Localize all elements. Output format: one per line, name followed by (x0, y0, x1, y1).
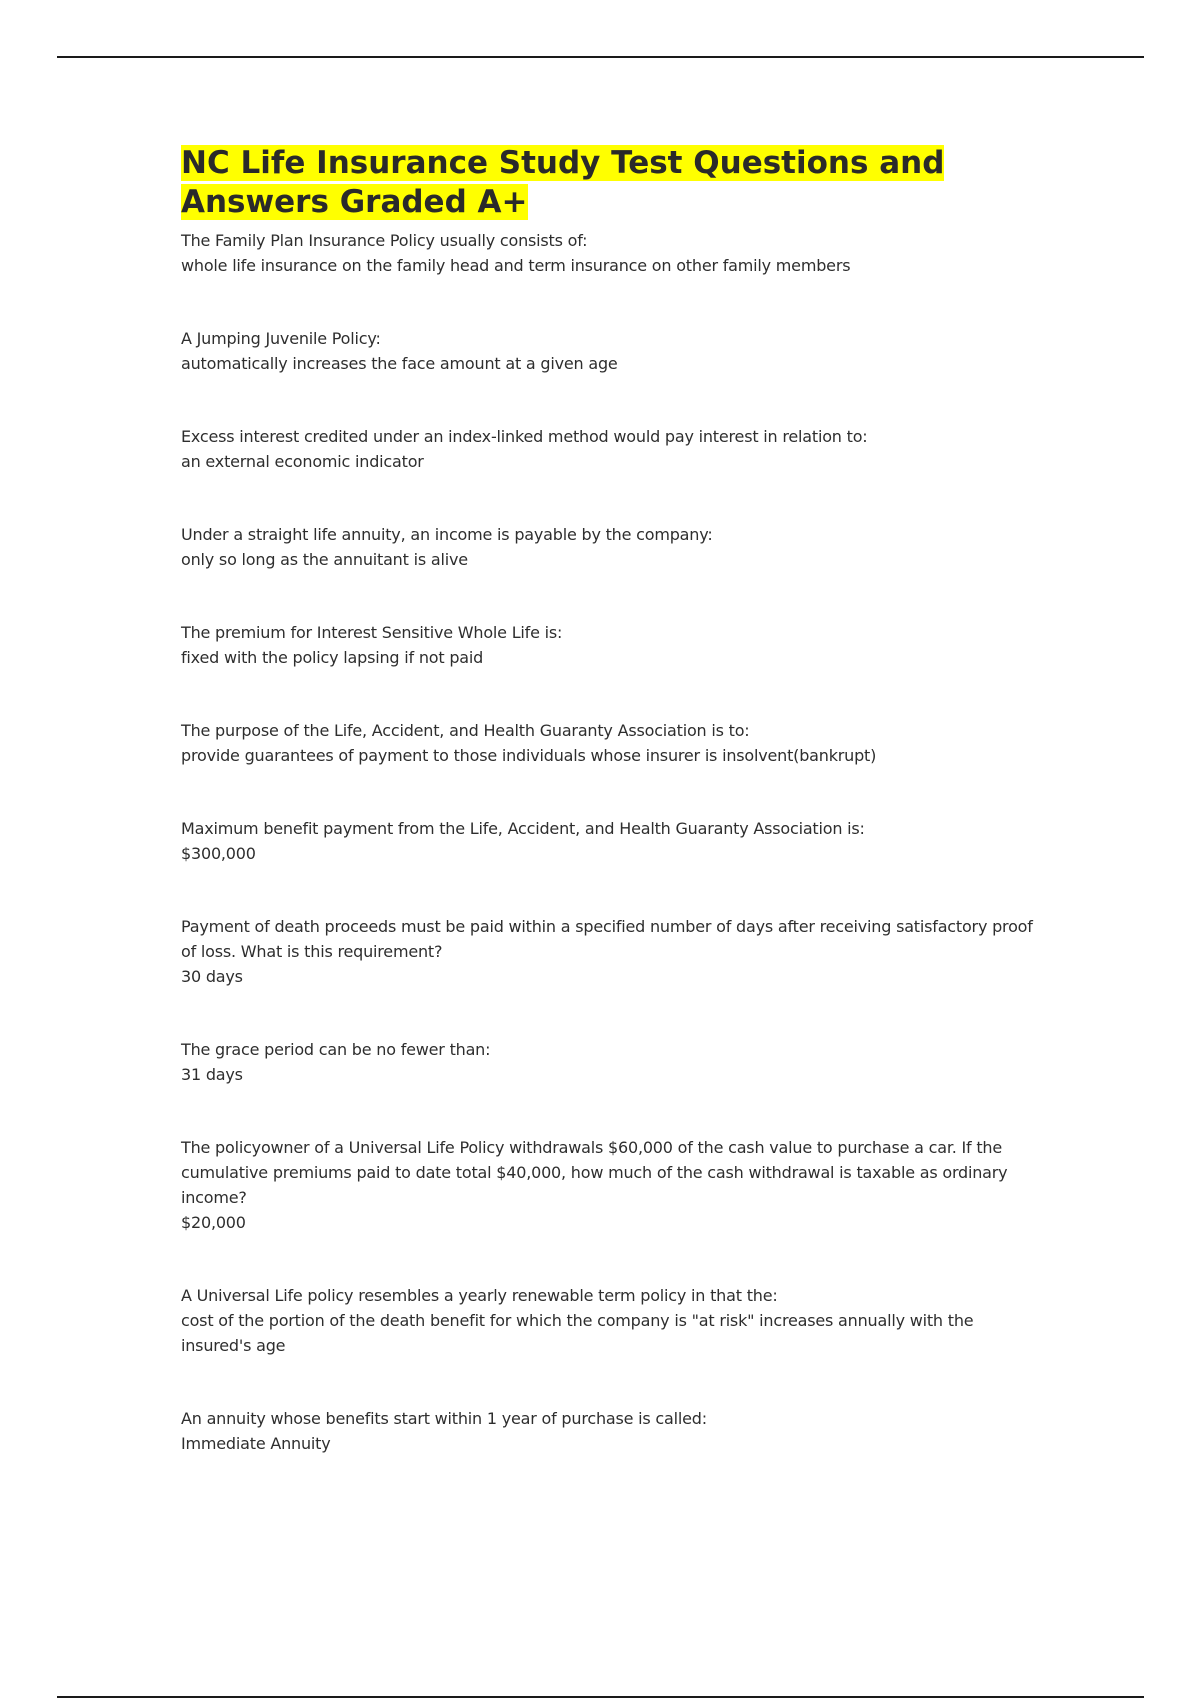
question-text: An annuity whose benefits start within 1 year of purchase is called: (181, 1409, 707, 1428)
qa-item (181, 1283, 1041, 1358)
answer-text: an external economic indicator (181, 452, 424, 471)
answer-text: Immediate Annuity (181, 1434, 331, 1453)
qa-item (181, 424, 1041, 474)
bottom-rule (57, 1696, 1144, 1698)
qa-item (181, 522, 1041, 572)
question-text: Excess interest credited under an index-linked method would pay interest in relation to: (181, 427, 868, 446)
qa-item (181, 1406, 1041, 1456)
question-text: The grace period can be no fewer than: (181, 1040, 491, 1059)
qa-item (181, 1135, 1041, 1235)
question-text: The policyowner of a Universal Life Policy withdrawals $60,000 of the cash value to purchase a car. If the cumulative premiums paid to date total $40,000, how much of the cash withdrawal is taxable as ordinary income? (181, 1138, 1008, 1207)
qa-item (181, 326, 1041, 376)
answer-text: automatically increases the face amount at a given age (181, 354, 618, 373)
qa-item (181, 1037, 1041, 1087)
question-text: A Universal Life policy resembles a yearly renewable term policy in that the: (181, 1286, 778, 1305)
qa-item (181, 816, 1041, 866)
question-text: Under a straight life annuity, an income is payable by the company: (181, 525, 713, 544)
answer-text: fixed with the policy lapsing if not paid (181, 648, 484, 667)
qa-item (181, 914, 1041, 989)
answer-text: whole life insurance on the family head and term insurance on other family members (181, 256, 851, 275)
answer-text: 30 days (181, 967, 243, 986)
qa-item (181, 620, 1041, 670)
question-text: Payment of death proceeds must be paid within a specified number of days after receiving satisfactory proof of loss. What is this requirement? (181, 917, 1033, 961)
question-text: Maximum benefit payment from the Life, Accident, and Health Guaranty Association is: (181, 819, 865, 838)
top-rule (57, 56, 1144, 58)
question-text: A Jumping Juvenile Policy: (181, 329, 381, 348)
qa-item (181, 718, 1041, 768)
title-highlight: NC Life Insurance Study Test Questions and Answers Graded A+ (181, 145, 945, 220)
document-body (181, 144, 1041, 1504)
qa-list (181, 228, 1041, 1456)
question-text: The Family Plan Insurance Policy usually consists of: (181, 231, 588, 250)
question-text: The purpose of the Life, Accident, and Health Guaranty Association is to: (181, 721, 750, 740)
answer-text: only so long as the annuitant is alive (181, 550, 468, 569)
question-text: The premium for Interest Sensitive Whole Life is: (181, 623, 563, 642)
answer-text: $20,000 (181, 1213, 246, 1232)
qa-item (181, 228, 1041, 278)
answer-text: $300,000 (181, 844, 256, 863)
answer-text: provide guarantees of payment to those individuals whose insurer is insolvent(bankrupt) (181, 746, 877, 765)
answer-text: 31 days (181, 1065, 243, 1084)
document-title (181, 144, 1041, 222)
answer-text: cost of the portion of the death benefit for which the company is "at risk" increases annually with the insured's age (181, 1311, 974, 1355)
